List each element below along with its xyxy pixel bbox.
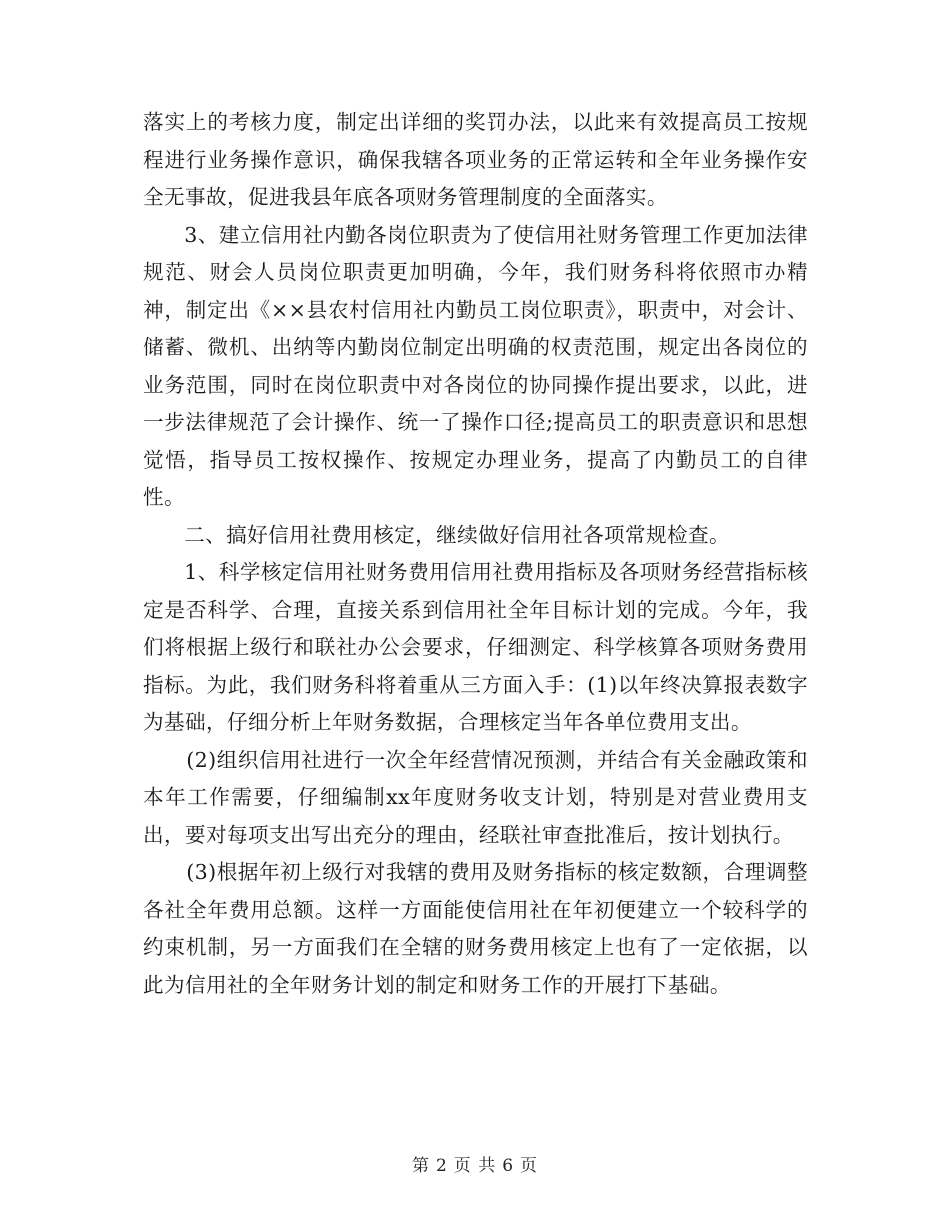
page-footer — [0, 1151, 950, 1176]
paragraph-item-3: (3)根据年初上级行对我辖的费用及财务指标的核定数额，合理调整各社全年费用总额。这样一方面能使信用社在年初便建立一个较科学的约束机制，另一方面我们在全辖的财务费用核定上也有了一定依据，以此为信用社的全年财务计划的制定和财务工作的开展打下基础。 — [143, 860, 808, 997]
paragraph-cost-indicators: 1、科学核定信用社财务费用信用社费用指标及各项财务经营指标核定是否科学、合理，直接关系到信用社全年目标计划的完成。今年，我们将根据上级行和联社办公会要求，仔细测定、科学核算各项财务费用指标。为此，我们财务科将着重从三方面入手：(1)以年终决算报表数字为基础，仔细分析上年财务数据，合理核定当年各单位费用支出。 — [143, 560, 808, 734]
body-text — [143, 104, 808, 1004]
current-page-number: 2 — [435, 1156, 448, 1176]
page-label-prefix: 第 — [411, 1156, 430, 1176]
paragraph-item-2: (2)组织信用社进行一次全年经营情况预测，并结合有关金融政策和本年工作需要，仔细编制xx年度财务收支计划，特别是对营业费用支出，要对每项支出写出充分的理由，经联社审查批准后，按计划执行。 — [143, 747, 808, 847]
total-pages-number: 6 — [502, 1156, 515, 1176]
paragraph-job-duties: 3、建立信用社内勤各岗位职责为了使信用社财务管理工作更加法律规范、财会人员岗位职责更加明确，今年，我们财务科将依照市办精神，制定出《××县农村信用社内勤员工岗位职责》，职责中，对会计、储蓄、微机、出纳等内勤岗位制定出明确的权责范围，规定出各岗位的业务范围，同时在岗位职责中对各岗位的协同操作提出要求，以此，进一步法律规范了会计操作、统一了操作口径;提高员工的职责意识和思想觉悟，指导员工按权操作、按规定办理业务，提高了内勤员工的自律性。 — [143, 222, 808, 509]
section-heading-two: 二、搞好信用社费用核定，继续做好信用社各项常规检查。 — [184, 522, 731, 547]
page-label-suffix: 页 — [520, 1156, 539, 1176]
paragraph-continuation: 落实上的考核力度，制定出详细的奖罚办法，以此来有效提高员工按规程进行业务操作意识，确保我辖各项业务的正常运转和全年业务操作安全无事故，促进我县年底各项财务管理制度的全面落实。 — [143, 110, 808, 209]
page-label-mid: 页 共 — [453, 1156, 497, 1176]
